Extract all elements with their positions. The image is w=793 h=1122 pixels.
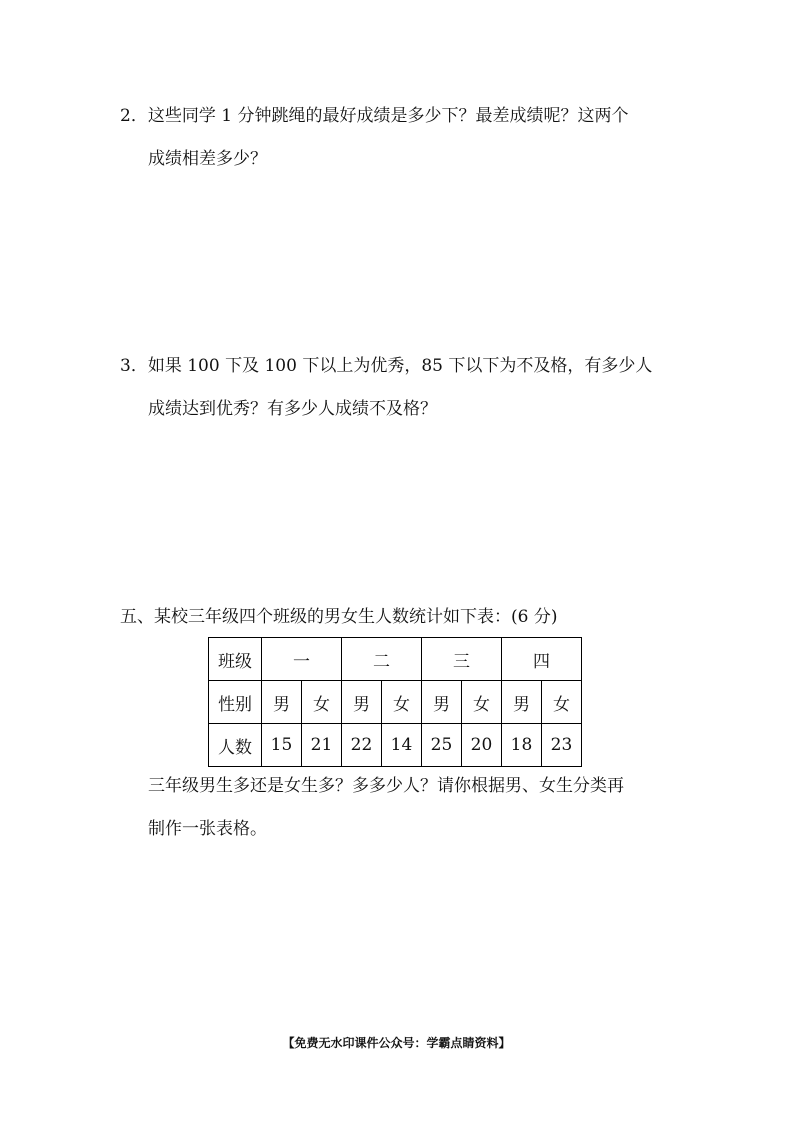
question-5-line-2: 制作一张表格。 [148, 819, 267, 839]
table-cell-count: 22 [342, 724, 382, 767]
table-cell-count: 15 [262, 724, 302, 767]
table-cell-gender: 女 [302, 681, 342, 724]
table-cell-class-4: 四 [502, 638, 582, 681]
question-2-line-2: 成绩相差多少？ [148, 149, 267, 169]
table-cell-count: 25 [422, 724, 462, 767]
table-cell-count: 23 [542, 724, 582, 767]
question-2-line-1: 2．这些同学 1 分钟跳绳的最好成绩是多少下？最差成绩呢？这两个 [120, 106, 629, 126]
student-count-table [208, 637, 582, 767]
section-5-title: 五、某校三年级四个班级的男女生人数统计如下表：(6 分) [120, 607, 558, 627]
table-cell-class-1: 一 [262, 638, 342, 681]
table-header-count: 人数 [209, 724, 262, 767]
table-cell-count: 20 [462, 724, 502, 767]
table-row-class [209, 638, 582, 681]
table-row-count [209, 724, 582, 767]
question-3-line-2: 成绩达到优秀？有多少人成绩不及格？ [148, 399, 437, 419]
footer-watermark-text: 【免费无水印课件公众号：学霸点睛资料】 [282, 1036, 511, 1050]
question-5-line-1: 三年级男生多还是女生多？多多少人？请你根据男、女生分类再 [148, 776, 624, 796]
table-cell-gender: 男 [502, 681, 542, 724]
table-cell-count: 14 [382, 724, 422, 767]
table-cell-gender: 男 [422, 681, 462, 724]
table-cell-gender: 女 [382, 681, 422, 724]
table-header-class: 班级 [209, 638, 262, 681]
question-3-line-1: 3．如果 100 下及 100 下以上为优秀，85 下以下为不及格，有多少人 [120, 356, 653, 376]
table-cell-class-2: 二 [342, 638, 422, 681]
table-cell-class-3: 三 [422, 638, 502, 681]
table-row-gender [209, 681, 582, 724]
table-header-gender: 性别 [209, 681, 262, 724]
table-cell-count: 21 [302, 724, 342, 767]
table-cell-gender: 男 [262, 681, 302, 724]
table-cell-gender: 男 [342, 681, 382, 724]
table-cell-count: 18 [502, 724, 542, 767]
table-cell-gender: 女 [542, 681, 582, 724]
table-cell-gender: 女 [462, 681, 502, 724]
